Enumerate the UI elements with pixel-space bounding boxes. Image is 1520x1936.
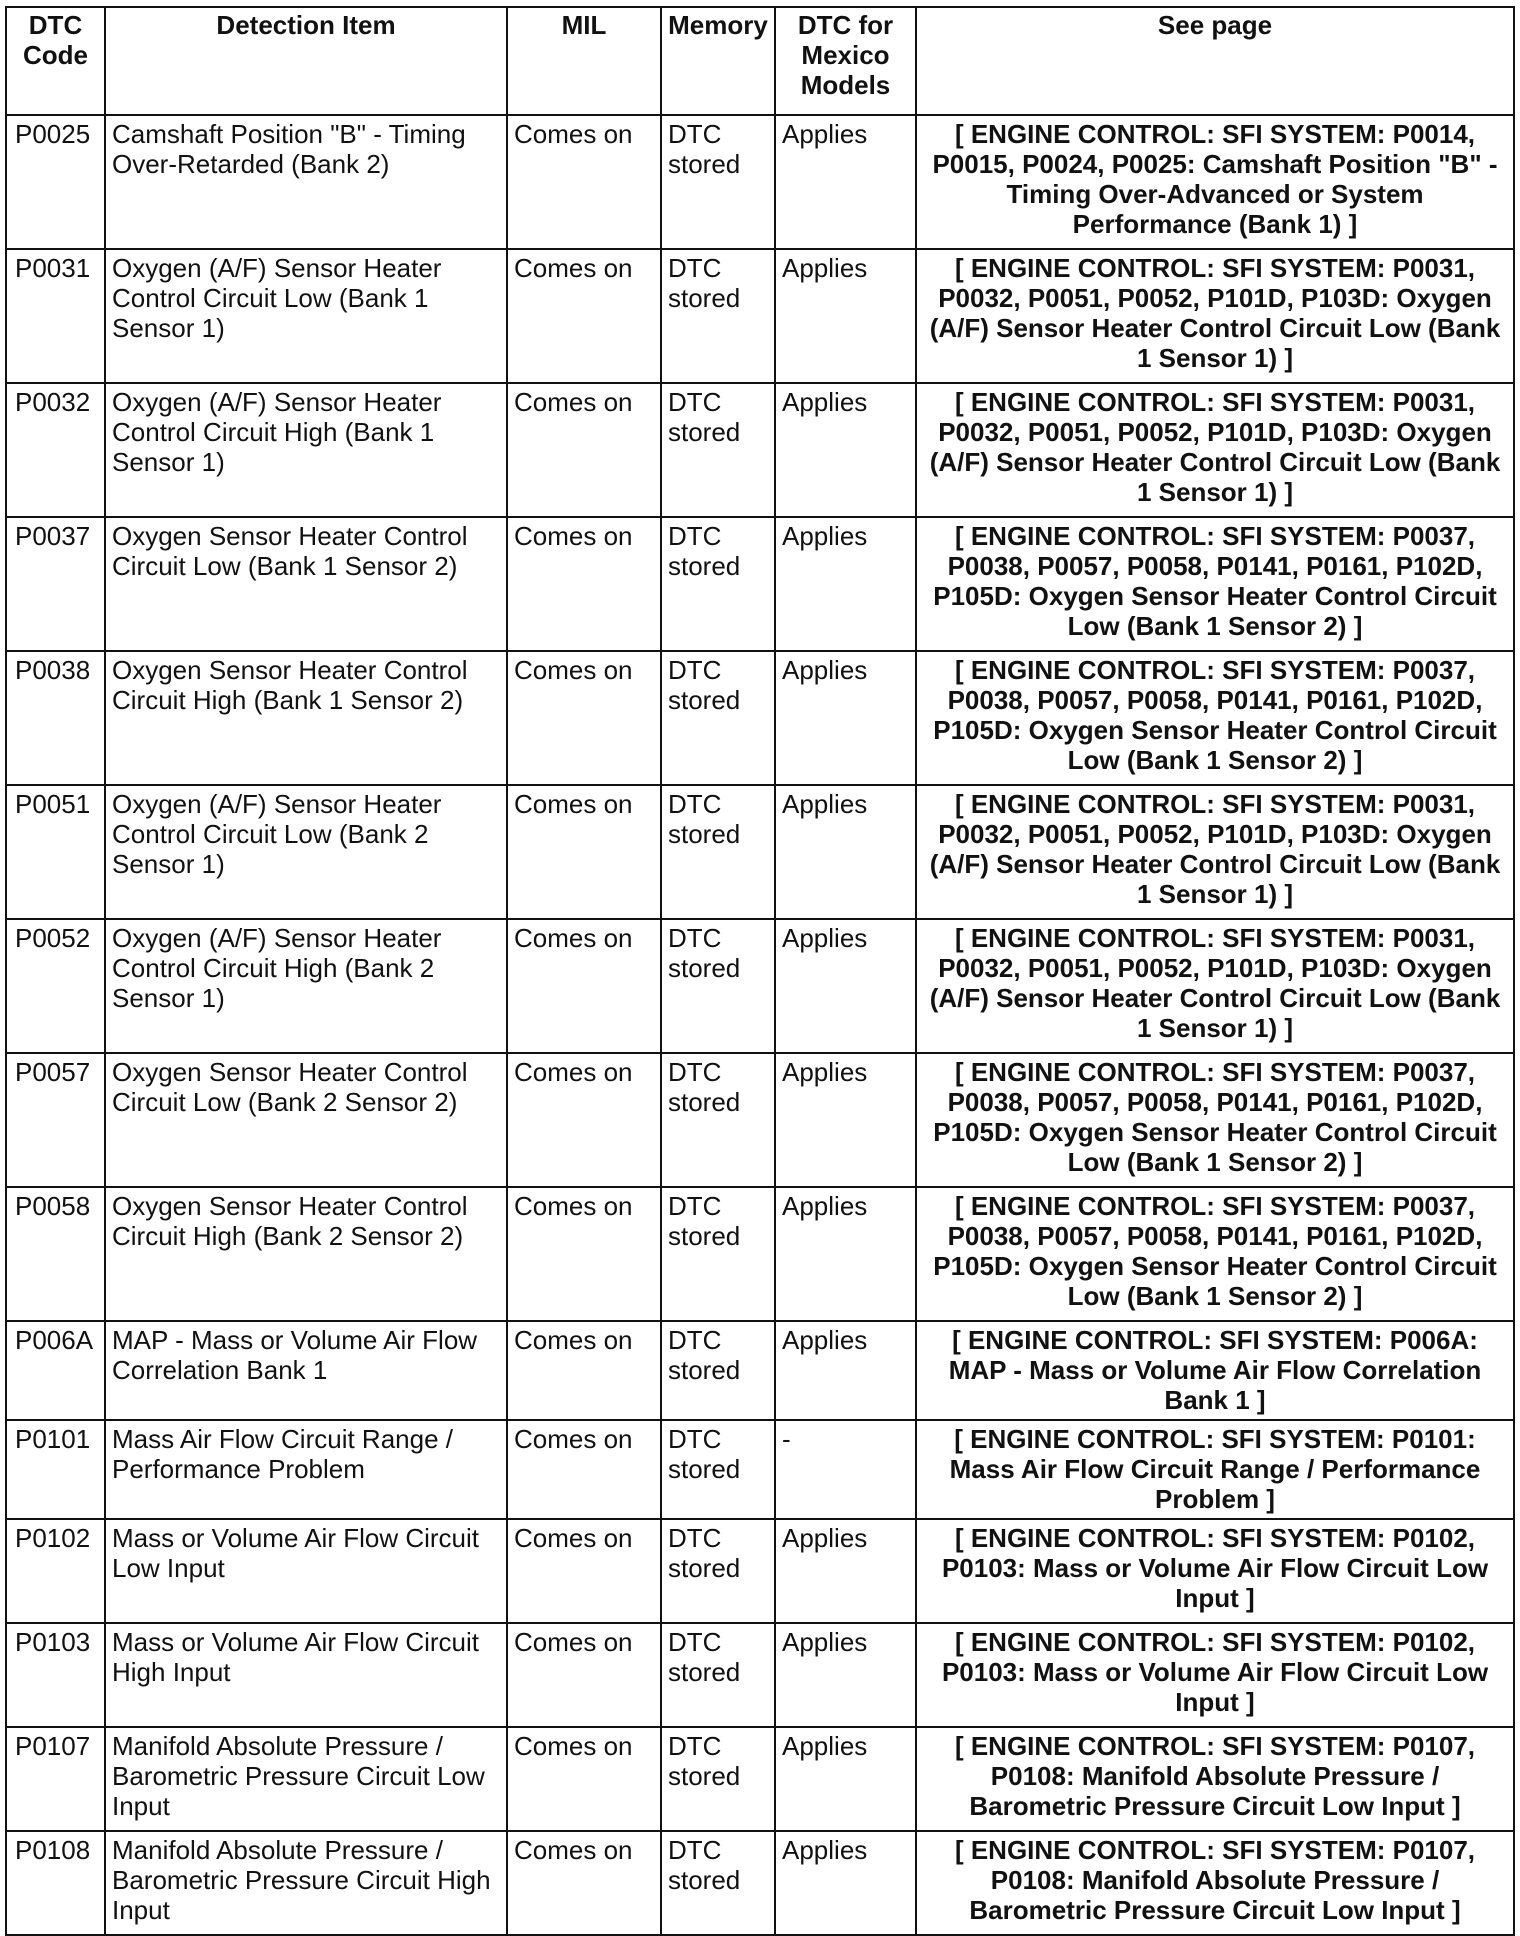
memory-cell: DTC stored bbox=[661, 517, 775, 651]
table-row bbox=[6, 517, 1514, 651]
see-page-link[interactable]: [ ENGINE CONTROL: SFI SYSTEM: P0014, P0015, P0024, P0025: Camshaft Position "B" - Timing Over-Advanced or System Performance (Bank 1) ] bbox=[916, 115, 1514, 249]
table-row bbox=[6, 919, 1514, 1053]
table-row bbox=[6, 1831, 1514, 1935]
table-row bbox=[6, 1187, 1514, 1321]
mexico-cell: Applies bbox=[775, 1187, 916, 1321]
table-row bbox=[6, 1321, 1514, 1420]
detection-item-cell: Mass or Volume Air Flow Circuit High Input bbox=[105, 1623, 507, 1727]
mexico-cell: Applies bbox=[775, 517, 916, 651]
dtc-code-cell: P0057 bbox=[6, 1053, 105, 1187]
memory-cell: DTC stored bbox=[661, 1187, 775, 1321]
see-page-link[interactable]: [ ENGINE CONTROL: SFI SYSTEM: P0107, P0108: Manifold Absolute Pressure / Barometric Pressure Circuit Low Input ] bbox=[916, 1727, 1514, 1831]
mexico-cell: Applies bbox=[775, 1053, 916, 1187]
header-row bbox=[6, 7, 1514, 115]
memory-cell: DTC stored bbox=[661, 1623, 775, 1727]
mexico-cell: Applies bbox=[775, 785, 916, 919]
detection-item-cell: Mass or Volume Air Flow Circuit Low Input bbox=[105, 1519, 507, 1623]
table-row bbox=[6, 1519, 1514, 1623]
detection-item-cell: Oxygen (A/F) Sensor Heater Control Circuit High (Bank 2 Sensor 1) bbox=[105, 919, 507, 1053]
mexico-cell: - bbox=[775, 1420, 916, 1519]
see-page-link[interactable]: [ ENGINE CONTROL: SFI SYSTEM: P0037, P0038, P0057, P0058, P0141, P0161, P102D, P105D: Oxygen Sensor Heater Control Circuit Low (Bank 1 Sensor 2) ] bbox=[916, 1053, 1514, 1187]
memory-cell: DTC stored bbox=[661, 651, 775, 785]
see-page-link[interactable]: [ ENGINE CONTROL: SFI SYSTEM: P0107, P0108: Manifold Absolute Pressure / Barometric Pressure Circuit Low Input ] bbox=[916, 1831, 1514, 1935]
detection-item-cell: Mass Air Flow Circuit Range / Performance Problem bbox=[105, 1420, 507, 1519]
mil-cell: Comes on bbox=[507, 1519, 661, 1623]
detection-item-cell: Oxygen Sensor Heater Control Circuit Low (Bank 1 Sensor 2) bbox=[105, 517, 507, 651]
dtc-table bbox=[5, 6, 1515, 1936]
mil-cell: Comes on bbox=[507, 1623, 661, 1727]
memory-cell: DTC stored bbox=[661, 919, 775, 1053]
mil-cell: Comes on bbox=[507, 1727, 661, 1831]
memory-cell: DTC stored bbox=[661, 249, 775, 383]
header-detection-item: Detection Item bbox=[105, 7, 507, 115]
mexico-cell: Applies bbox=[775, 1321, 916, 1420]
dtc-code-cell: P0107 bbox=[6, 1727, 105, 1831]
dtc-code-cell: P0038 bbox=[6, 651, 105, 785]
mexico-cell: Applies bbox=[775, 1519, 916, 1623]
document-page bbox=[5, 6, 1513, 1936]
dtc-code-cell: P0058 bbox=[6, 1187, 105, 1321]
mil-cell: Comes on bbox=[507, 115, 661, 249]
see-page-link[interactable]: [ ENGINE CONTROL: SFI SYSTEM: P0102, P0103: Mass or Volume Air Flow Circuit Low Input ] bbox=[916, 1519, 1514, 1623]
table-row bbox=[6, 651, 1514, 785]
memory-cell: DTC stored bbox=[661, 1321, 775, 1420]
mil-cell: Comes on bbox=[507, 785, 661, 919]
dtc-code-cell: P0037 bbox=[6, 517, 105, 651]
dtc-code-cell: P0101 bbox=[6, 1420, 105, 1519]
mexico-cell: Applies bbox=[775, 1831, 916, 1935]
memory-cell: DTC stored bbox=[661, 1519, 775, 1623]
detection-item-cell: Oxygen Sensor Heater Control Circuit High (Bank 1 Sensor 2) bbox=[105, 651, 507, 785]
detection-item-cell: Oxygen Sensor Heater Control Circuit High (Bank 2 Sensor 2) bbox=[105, 1187, 507, 1321]
detection-item-cell: Oxygen (A/F) Sensor Heater Control Circuit Low (Bank 1 Sensor 1) bbox=[105, 249, 507, 383]
mil-cell: Comes on bbox=[507, 1420, 661, 1519]
see-page-link[interactable]: [ ENGINE CONTROL: SFI SYSTEM: P0037, P0038, P0057, P0058, P0141, P0161, P102D, P105D: Oxygen Sensor Heater Control Circuit Low (Bank 1 Sensor 2) ] bbox=[916, 1187, 1514, 1321]
detection-item-cell: Oxygen Sensor Heater Control Circuit Low (Bank 2 Sensor 2) bbox=[105, 1053, 507, 1187]
dtc-code-cell: P0025 bbox=[6, 115, 105, 249]
mexico-cell: Applies bbox=[775, 1623, 916, 1727]
detection-item-cell: Camshaft Position "B" - Timing Over-Retarded (Bank 2) bbox=[105, 115, 507, 249]
detection-item-cell: Manifold Absolute Pressure / Barometric Pressure Circuit Low Input bbox=[105, 1727, 507, 1831]
memory-cell: DTC stored bbox=[661, 1420, 775, 1519]
dtc-code-cell: P0051 bbox=[6, 785, 105, 919]
see-page-link[interactable]: [ ENGINE CONTROL: SFI SYSTEM: P006A: MAP - Mass or Volume Air Flow Correlation Bank 1 ] bbox=[916, 1321, 1514, 1420]
header-dtc-code: DTC Code bbox=[6, 7, 105, 115]
detection-item-cell: Oxygen (A/F) Sensor Heater Control Circuit High (Bank 1 Sensor 1) bbox=[105, 383, 507, 517]
mexico-cell: Applies bbox=[775, 383, 916, 517]
mil-cell: Comes on bbox=[507, 383, 661, 517]
detection-item-cell: MAP - Mass or Volume Air Flow Correlation Bank 1 bbox=[105, 1321, 507, 1420]
dtc-code-cell: P0108 bbox=[6, 1831, 105, 1935]
memory-cell: DTC stored bbox=[661, 115, 775, 249]
mil-cell: Comes on bbox=[507, 651, 661, 785]
dtc-code-cell: P006A bbox=[6, 1321, 105, 1420]
header-see-page: See page bbox=[916, 7, 1514, 115]
mil-cell: Comes on bbox=[507, 919, 661, 1053]
see-page-link[interactable]: [ ENGINE CONTROL: SFI SYSTEM: P0031, P0032, P0051, P0052, P101D, P103D: Oxygen (A/F) Sensor Heater Control Circuit Low (Bank 1 Sensor 1) ] bbox=[916, 919, 1514, 1053]
mil-cell: Comes on bbox=[507, 249, 661, 383]
table-row bbox=[6, 1727, 1514, 1831]
mil-cell: Comes on bbox=[507, 1053, 661, 1187]
detection-item-cell: Oxygen (A/F) Sensor Heater Control Circuit Low (Bank 2 Sensor 1) bbox=[105, 785, 507, 919]
table-row bbox=[6, 1623, 1514, 1727]
detection-item-cell: Manifold Absolute Pressure / Barometric Pressure Circuit High Input bbox=[105, 1831, 507, 1935]
dtc-code-cell: P0103 bbox=[6, 1623, 105, 1727]
memory-cell: DTC stored bbox=[661, 383, 775, 517]
mexico-cell: Applies bbox=[775, 1727, 916, 1831]
header-dtc-mexico: DTC for Mexico Models bbox=[775, 7, 916, 115]
mexico-cell: Applies bbox=[775, 919, 916, 1053]
table-row bbox=[6, 1053, 1514, 1187]
mexico-cell: Applies bbox=[775, 249, 916, 383]
header-memory: Memory bbox=[661, 7, 775, 115]
mil-cell: Comes on bbox=[507, 1187, 661, 1321]
see-page-link[interactable]: [ ENGINE CONTROL: SFI SYSTEM: P0102, P0103: Mass or Volume Air Flow Circuit Low Input ] bbox=[916, 1623, 1514, 1727]
mil-cell: Comes on bbox=[507, 1321, 661, 1420]
table-row bbox=[6, 383, 1514, 517]
mexico-cell: Applies bbox=[775, 115, 916, 249]
table-row bbox=[6, 785, 1514, 919]
memory-cell: DTC stored bbox=[661, 1727, 775, 1831]
memory-cell: DTC stored bbox=[661, 785, 775, 919]
see-page-link[interactable]: [ ENGINE CONTROL: SFI SYSTEM: P0037, P0038, P0057, P0058, P0141, P0161, P102D, P105D: Oxygen Sensor Heater Control Circuit Low (Bank 1 Sensor 2) ] bbox=[916, 651, 1514, 785]
see-page-link[interactable]: [ ENGINE CONTROL: SFI SYSTEM: P0037, P0038, P0057, P0058, P0141, P0161, P102D, P105D: Oxygen Sensor Heater Control Circuit Low (Bank 1 Sensor 2) ] bbox=[916, 517, 1514, 651]
dtc-code-cell: P0031 bbox=[6, 249, 105, 383]
mil-cell: Comes on bbox=[507, 517, 661, 651]
see-page-link[interactable]: [ ENGINE CONTROL: SFI SYSTEM: P0101: Mass Air Flow Circuit Range / Performance Problem ] bbox=[916, 1420, 1514, 1519]
table-row bbox=[6, 1420, 1514, 1519]
see-page-link[interactable]: [ ENGINE CONTROL: SFI SYSTEM: P0031, P0032, P0051, P0052, P101D, P103D: Oxygen (A/F) Sensor Heater Control Circuit Low (Bank 1 Sensor 1) ] bbox=[916, 249, 1514, 383]
see-page-link[interactable]: [ ENGINE CONTROL: SFI SYSTEM: P0031, P0032, P0051, P0052, P101D, P103D: Oxygen (A/F) Sensor Heater Control Circuit Low (Bank 1 Sensor 1) ] bbox=[916, 383, 1514, 517]
dtc-code-cell: P0052 bbox=[6, 919, 105, 1053]
dtc-code-cell: P0032 bbox=[6, 383, 105, 517]
table-row bbox=[6, 249, 1514, 383]
memory-cell: DTC stored bbox=[661, 1831, 775, 1935]
dtc-code-cell: P0102 bbox=[6, 1519, 105, 1623]
memory-cell: DTC stored bbox=[661, 1053, 775, 1187]
see-page-link[interactable]: [ ENGINE CONTROL: SFI SYSTEM: P0031, P0032, P0051, P0052, P101D, P103D: Oxygen (A/F) Sensor Heater Control Circuit Low (Bank 1 Sensor 1) ] bbox=[916, 785, 1514, 919]
header-mil: MIL bbox=[507, 7, 661, 115]
mexico-cell: Applies bbox=[775, 651, 916, 785]
mil-cell: Comes on bbox=[507, 1831, 661, 1935]
table-row bbox=[6, 115, 1514, 249]
